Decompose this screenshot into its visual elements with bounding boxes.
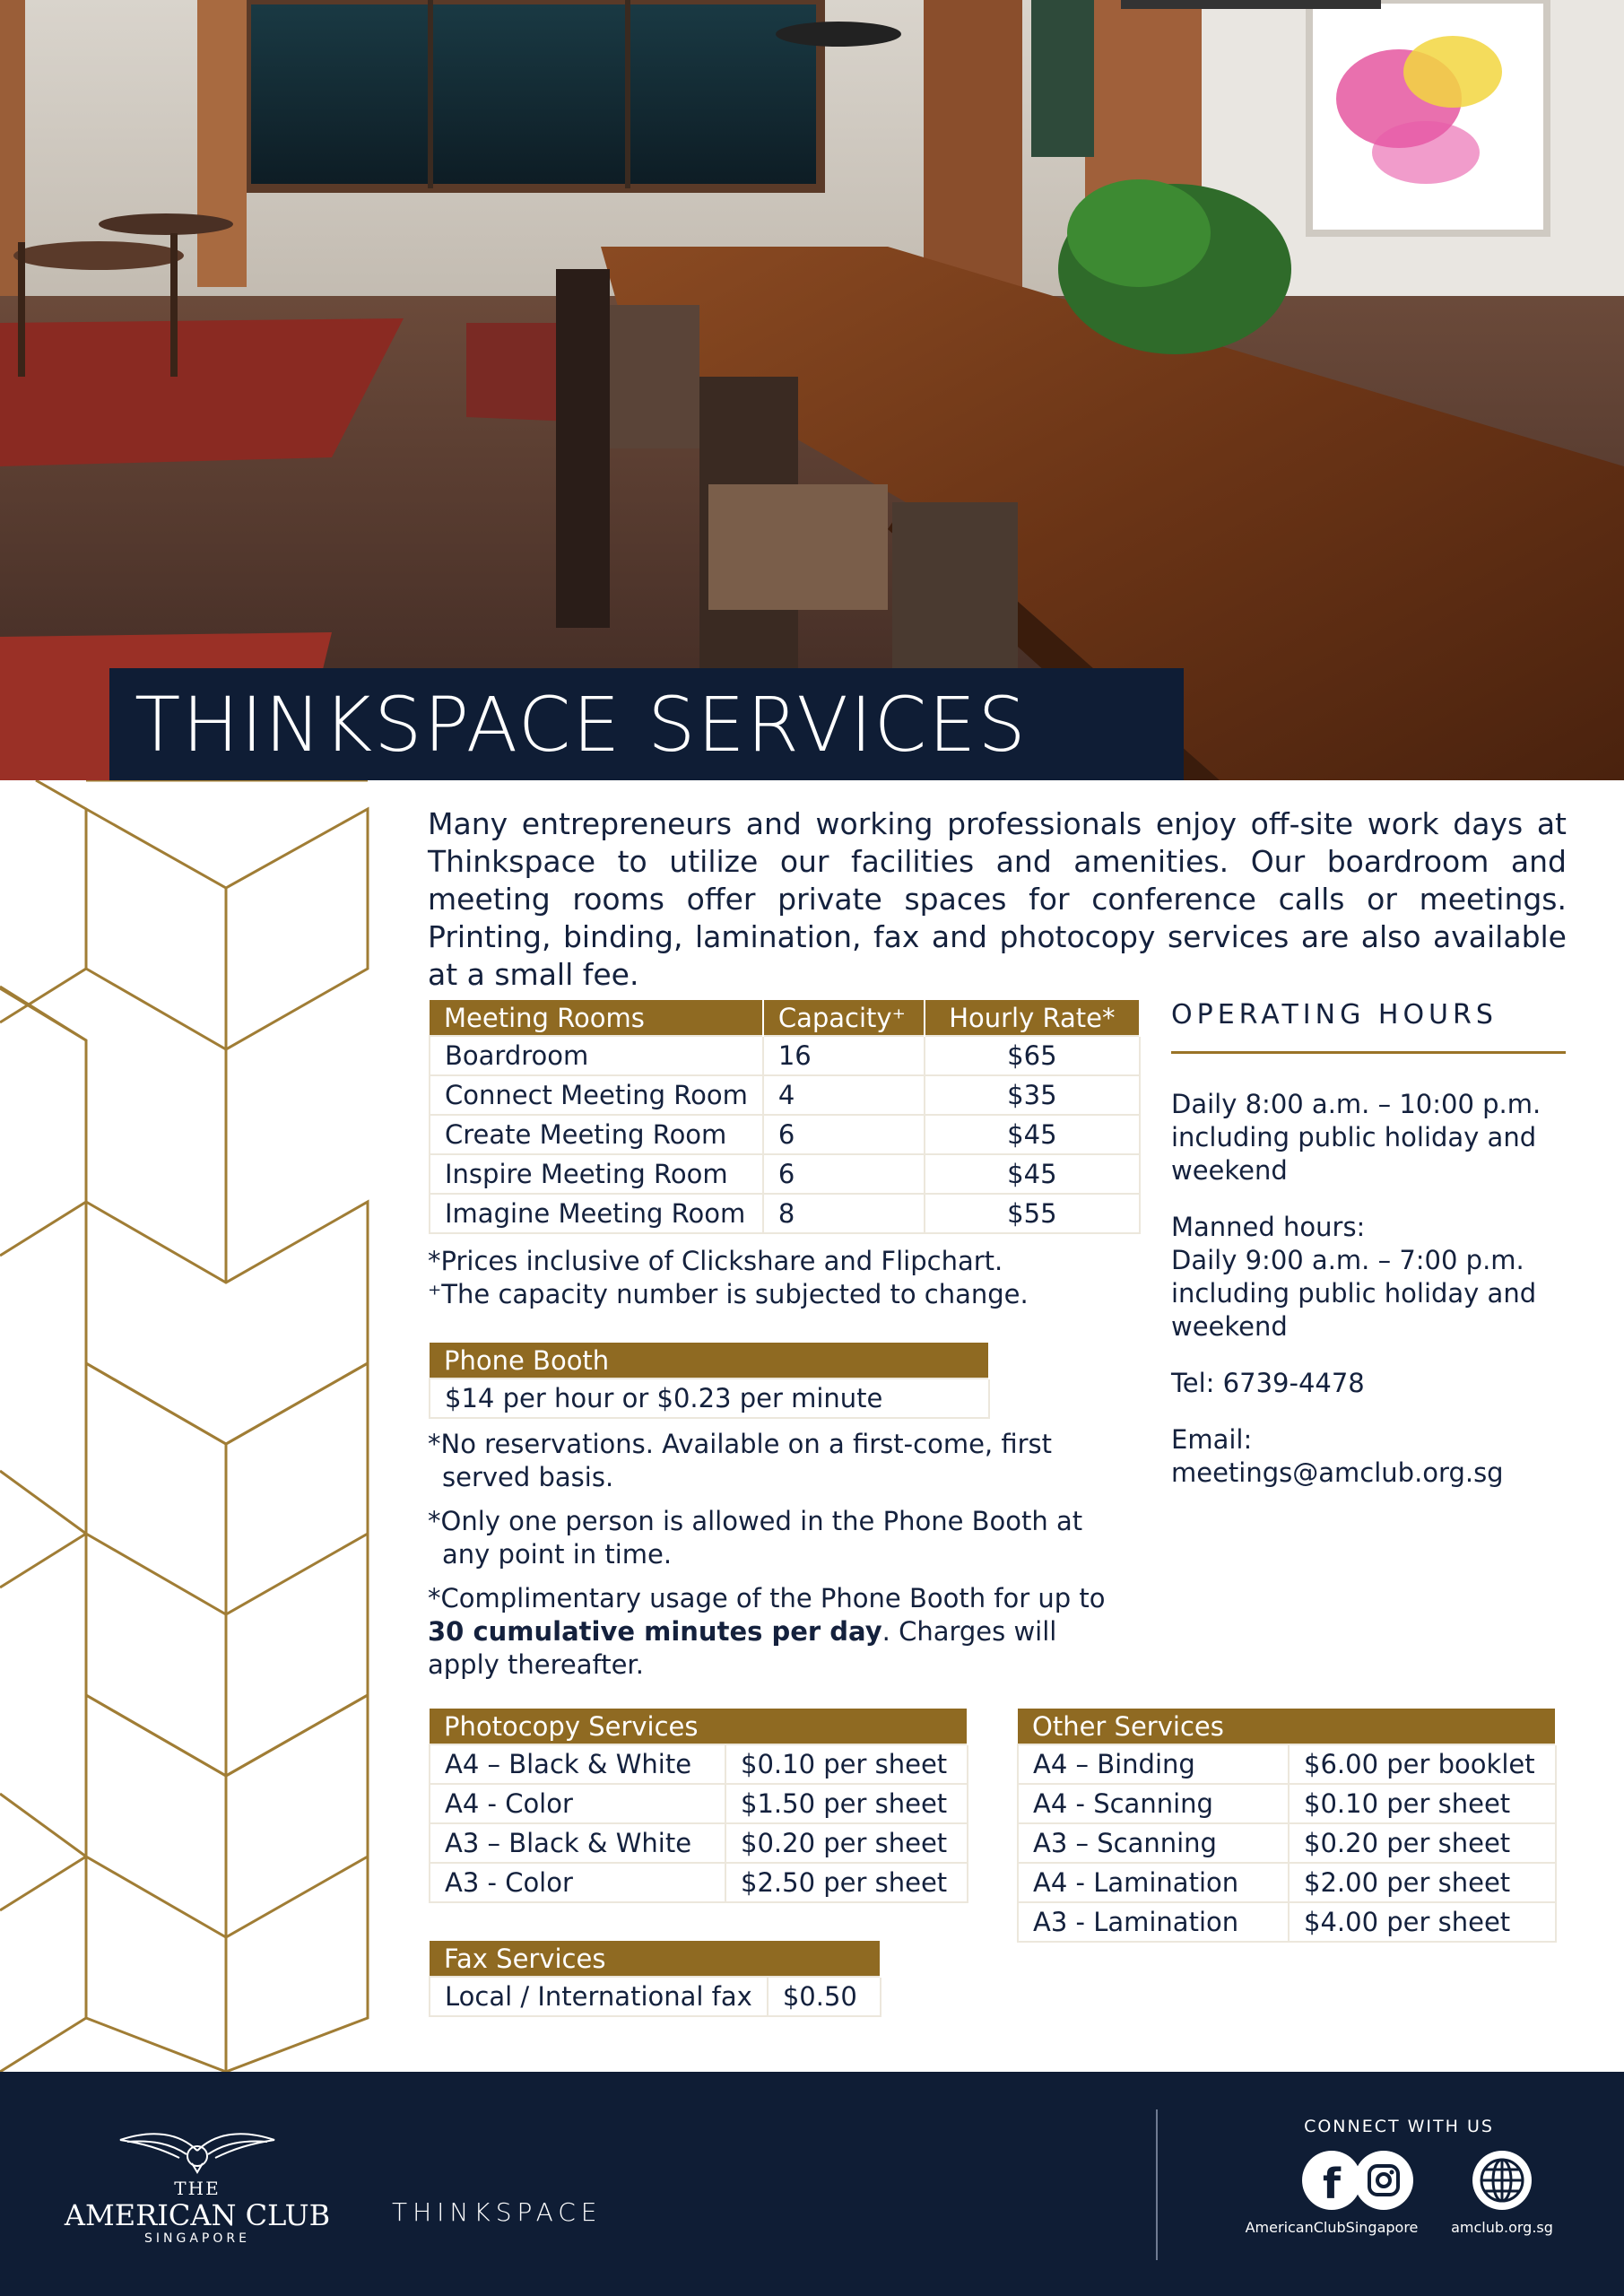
room-capacity: 6 (763, 1154, 925, 1194)
operating-hours-heading: OPERATING HOURS (1171, 998, 1566, 1054)
table-header-row (1018, 1709, 1556, 1744)
club-name: AMERICAN CLUB (64, 2198, 331, 2232)
service-name: A4 - Color (430, 1784, 725, 1823)
table-row (1018, 1744, 1556, 1784)
capacity-note: ⁺The capacity number is subjected to change. (428, 1279, 1029, 1309)
room-name: Boardroom (430, 1036, 763, 1075)
connect-label: CONNECT WITH US (1304, 2117, 1494, 2136)
occupancy-note: *Only one person is allowed in the Phone Booth at any point in time. (428, 1506, 1083, 1570)
service-price: $0.10 per sheet (725, 1744, 968, 1784)
table-header-row (430, 1343, 989, 1378)
instagram-icon[interactable] (1354, 2151, 1413, 2210)
room-name: Imagine Meeting Room (430, 1194, 763, 1233)
meeting-rooms-table (429, 1000, 1141, 1234)
table-row (1018, 1784, 1556, 1823)
american-club-logo (63, 2124, 332, 2246)
service-price: $0.50 (768, 1977, 881, 2016)
room-rate: $45 (925, 1154, 1140, 1194)
room-capacity: 6 (763, 1115, 925, 1154)
pricing-note: *Prices inclusive of Clickshare and Flipchart. (428, 1246, 1003, 1276)
room-rate: $35 (925, 1075, 1140, 1115)
service-name: A3 - Color (430, 1863, 725, 1902)
service-name: A4 - Scanning (1018, 1784, 1289, 1823)
phone-booth-table (429, 1343, 990, 1419)
operating-hours (1171, 998, 1566, 1513)
service-name: Local / International fax (430, 1977, 768, 2016)
website-link[interactable] (1435, 2151, 1569, 2236)
club-the: THE (174, 2178, 221, 2199)
complimentary-prefix: *Complimentary usage of the Phone Booth for up to (428, 1583, 1106, 1613)
service-name: A4 - Lamination (1018, 1863, 1289, 1902)
email: Email: meetings@amclub.org.sg (1171, 1424, 1504, 1488)
table-row (430, 1744, 968, 1784)
table-header-row (430, 1941, 881, 1977)
complimentary-note (428, 1582, 1118, 1682)
table-row (430, 1378, 989, 1418)
room-capacity: 8 (763, 1194, 925, 1233)
phone-booth-notes (428, 1428, 1118, 1692)
meeting-rooms-notes (428, 1245, 1109, 1311)
facebook-icon[interactable]: f (1302, 2151, 1361, 2210)
page-title: THINKSPACE SERVICES (135, 680, 1028, 769)
service-name: A3 – Scanning (1018, 1823, 1289, 1863)
fax-services-table (429, 1941, 881, 2017)
thinkspace-wordmark: THINKSPACE (392, 2197, 603, 2227)
complimentary-bold: 30 cumulative minutes per day (428, 1616, 882, 1647)
service-price: $0.20 per sheet (725, 1823, 968, 1863)
table-header-row (430, 1000, 1140, 1036)
instagram-link[interactable] (1354, 2151, 1413, 2210)
table-row (430, 1194, 1140, 1233)
complimentary-suffix: . Charges will apply thereafter. (428, 1616, 1057, 1680)
photocopy-services-table (429, 1709, 968, 1903)
table-row (430, 1036, 1140, 1075)
footer-divider (1156, 2109, 1158, 2260)
service-price: $6.00 per booklet (1289, 1744, 1556, 1784)
col-header-other-services: Other Services (1018, 1709, 1556, 1744)
table-row (430, 1154, 1140, 1194)
table-row (430, 1863, 968, 1902)
eagle-logo-icon (117, 2124, 278, 2174)
table-header-row (430, 1709, 968, 1744)
table-row (1018, 1823, 1556, 1863)
table-row (430, 1823, 968, 1863)
table-row (1018, 1902, 1556, 1942)
phone-booth-rate: $14 per hour or $0.23 per minute (430, 1378, 989, 1418)
col-header-photocopy: Photocopy Services (430, 1709, 968, 1744)
globe-icon[interactable] (1472, 2151, 1532, 2210)
table-row (430, 1784, 968, 1823)
table-row (430, 1115, 1140, 1154)
manned-hours (1171, 1211, 1566, 1344)
hero-photo (0, 0, 1624, 780)
service-name: A3 - Lamination (1018, 1902, 1289, 1942)
title-banner (109, 668, 1184, 780)
footer (0, 2072, 1624, 2296)
room-capacity: 16 (763, 1036, 925, 1075)
club-location: SINGAPORE (144, 2231, 250, 2246)
col-header-meeting-rooms: Meeting Rooms (430, 1000, 763, 1036)
service-name: A4 – Binding (1018, 1744, 1289, 1784)
col-header-fax: Fax Services (430, 1941, 881, 1977)
room-name: Inspire Meeting Room (430, 1154, 763, 1194)
daily-hours: Daily 8:00 a.m. – 10:00 p.m. including public holiday and weekend (1171, 1089, 1541, 1186)
room-name: Create Meeting Room (430, 1115, 763, 1154)
service-price: $2.50 per sheet (725, 1863, 968, 1902)
col-header-hourly-rate: Hourly Rate* (925, 1000, 1140, 1036)
room-rate: $65 (925, 1036, 1140, 1075)
table-row (1018, 1863, 1556, 1902)
hexagon-cube-pattern (0, 780, 377, 2072)
other-services-table (1017, 1709, 1557, 1943)
manned-label: Manned hours: (1171, 1212, 1366, 1242)
intro-paragraph: Many entrepreneurs and working professionals enjoy off-site work days at Thinkspace to utilize our facilities and amenities. Our boardroom and meeting rooms offer private spaces for conference calls or meetings. Printing, binding, lamination, fax and photocopy services are also available at a small fee. (428, 806, 1567, 992)
website-url[interactable]: amclub.org.sg (1451, 2219, 1553, 2236)
service-price: $1.50 per sheet (725, 1784, 968, 1823)
service-price: $0.20 per sheet (1289, 1823, 1556, 1863)
col-header-capacity: Capacity⁺ (763, 1000, 925, 1036)
service-price: $2.00 per sheet (1289, 1863, 1556, 1902)
service-price: $0.10 per sheet (1289, 1784, 1556, 1823)
room-name: Connect Meeting Room (430, 1075, 763, 1115)
service-name: A3 – Black & White (430, 1823, 725, 1863)
service-price: $4.00 per sheet (1289, 1902, 1556, 1942)
room-rate: $55 (925, 1194, 1140, 1233)
table-row (430, 1977, 881, 2016)
col-header-phone-booth: Phone Booth (430, 1343, 989, 1378)
table-row (430, 1075, 1140, 1115)
reservation-note: *No reservations. Available on a first-come, first served basis. (428, 1429, 1053, 1492)
facebook-handle[interactable]: AmericanClubSingapore (1245, 2219, 1419, 2236)
lounge-photo-illustration (0, 0, 1624, 780)
room-rate: $45 (925, 1115, 1140, 1154)
service-name: A4 – Black & White (430, 1744, 725, 1784)
manned-detail: Daily 9:00 a.m. – 7:00 p.m. including public holiday and weekend (1171, 1245, 1537, 1342)
room-capacity: 4 (763, 1075, 925, 1115)
telephone: Tel: 6739-4478 (1171, 1368, 1365, 1398)
